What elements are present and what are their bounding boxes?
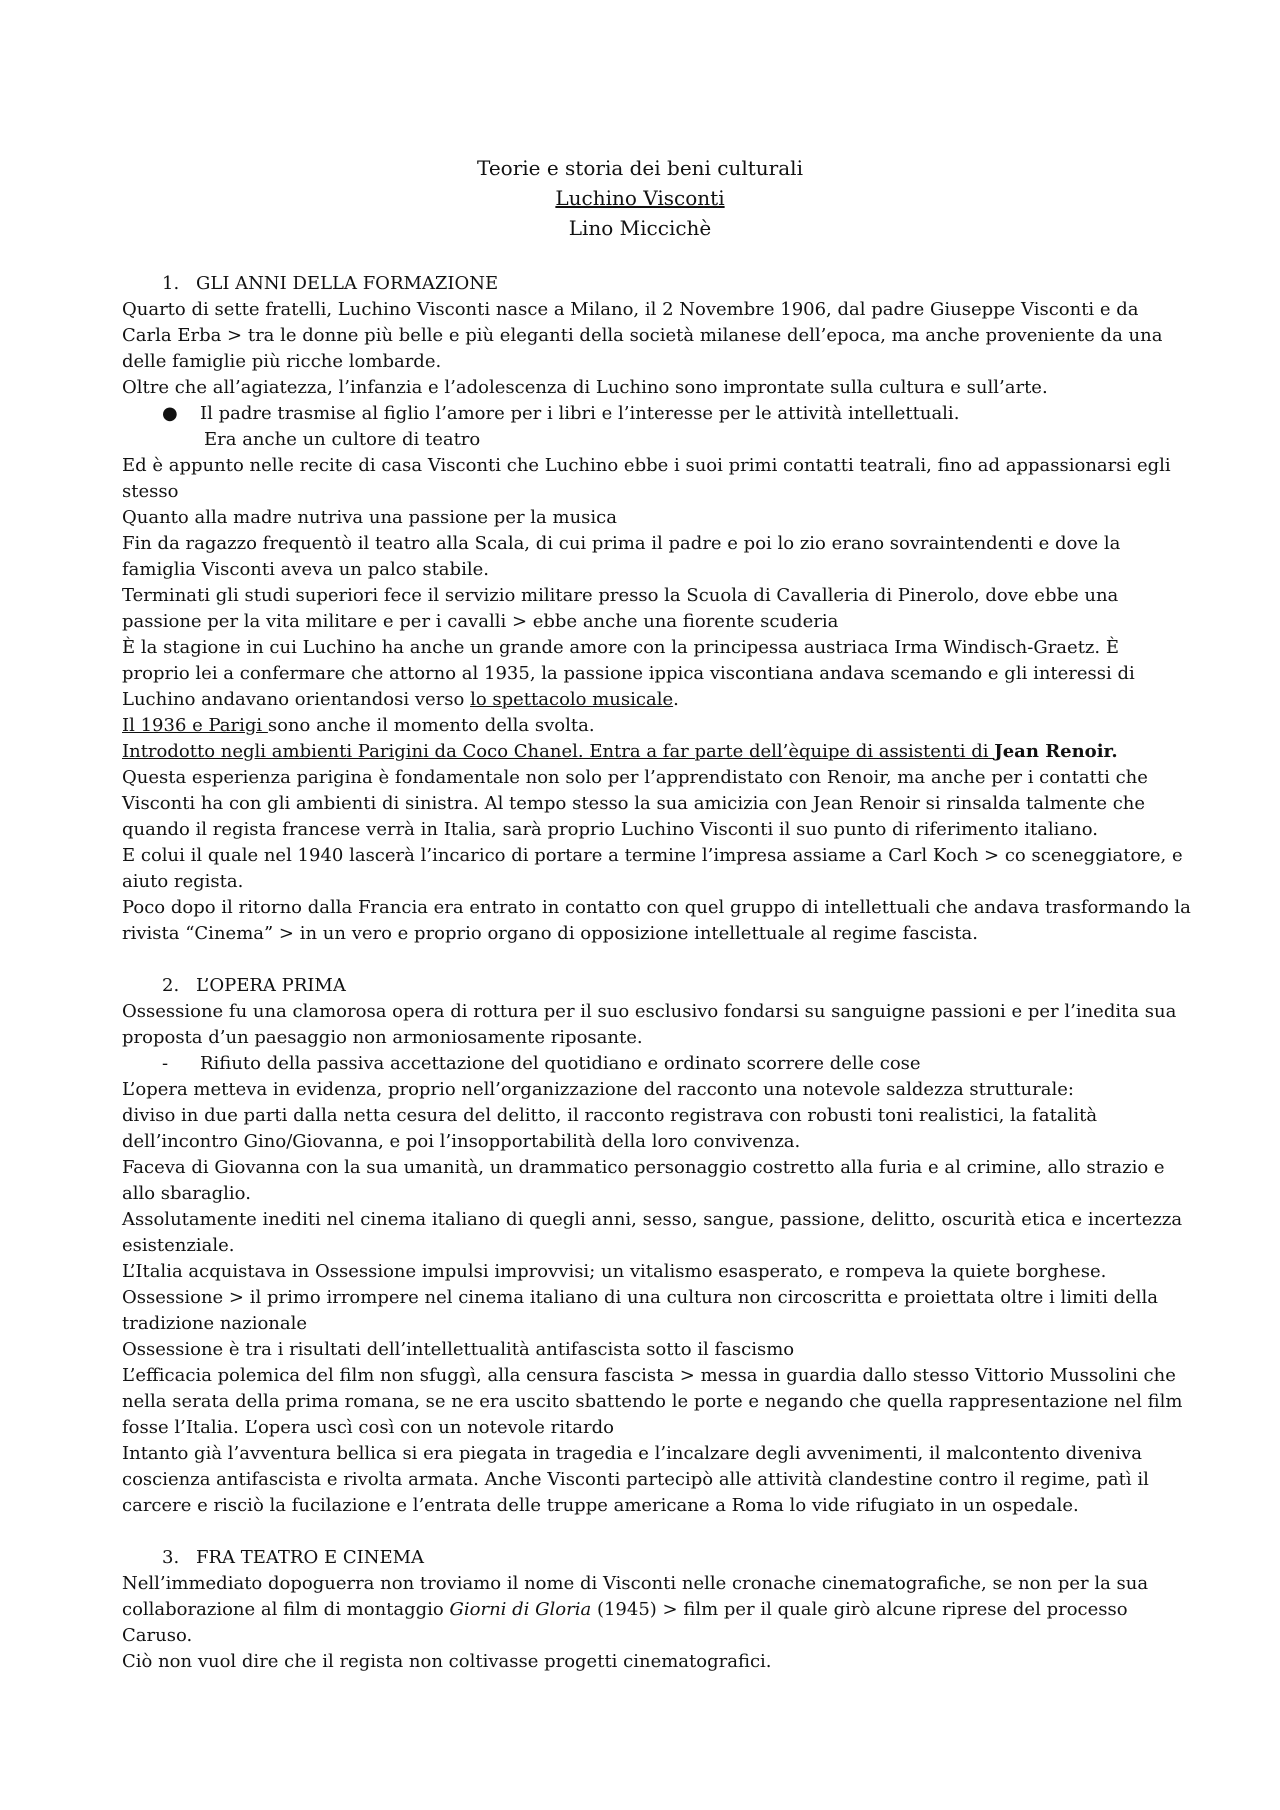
section-heading (122, 973, 1192, 999)
bullet-marker: ● (162, 403, 178, 424)
bullet-marker: - (162, 1053, 169, 1074)
paragraph: Faceva di Giovanna con la sua umanità, un drammatico personaggio costretto alla furia e al crimine, allo strazio e allo sbaraglio. (122, 1157, 1165, 1204)
paragraph: Questa esperienza parigina è fondamentale non solo per l’apprendistato con Renoir, ma anche per i contatti che Visconti ha con gli ambienti di sinistra. Al tempo stesso la sua amicizia con Jean Renoir si rinsalda talmente che quando il regista francese verrà in Italia, sarà proprio Luchino Visconti il suo punto di riferimento italiano. (122, 767, 1148, 840)
paragraph (122, 1571, 1192, 1649)
paragraph: Poco dopo il ritorno dalla Francia era entrato in contatto con quel gruppo di intellettuali che andava trasformando la rivista “Cinema” > in un vero e proprio organo di opposizione intellettuale al regime fascista. (122, 897, 1191, 944)
underlined-text: Il 1936 e Parigi (122, 715, 268, 736)
paragraph: L’efficacia polemica del film non sfuggì, alla censura fascista > messa in guardia dallo stesso Vittorio Mussolini che nella serata della prima romana, se ne era uscito sbattendo le porte e negando che quella rappresentazione nel film fosse l’Italia. L’opera uscì così con un notevole ritardo (122, 1365, 1183, 1438)
paragraph: Quanto alla madre nutriva una passione per la musica (122, 507, 617, 528)
bullet-text: Il padre trasmise al figlio l’amore per i libri e l’interesse per le attività intellettuali. (200, 403, 960, 424)
paragraph: Terminati gli studi superiori fece il servizio militare presso la Scuola di Cavalleria di Pinerolo, dove ebbe una passione per la vita militare e per i cavalli > ebbe anche una fiorente scuderia (122, 585, 1119, 632)
subject-title: Luchino Visconti (555, 186, 725, 210)
paragraph: Ossessione fu una clamorosa opera di rottura per il suo esclusivo fondarsi su sanguigne passioni e per l’inedita sua proposta d’un paesaggio non armoniosamente riposante. (122, 1001, 1177, 1048)
bold-text: Jean Renoir. (994, 741, 1118, 762)
paragraph-text: È la stagione in cui Luchino ha anche un grande amore con la principessa austriaca Irma Windisch-Graetz. È proprio lei a confermare che attorno al 1935, la passione ippica viscontiana andava scemando e gli interessi di Luchino andavano orientandosi verso (122, 637, 1135, 710)
paragraph: Ossessione > il primo irrompere nel cinema italiano di una cultura non circoscritta e proiettata oltre i limiti della tradizione nazionale (122, 1287, 1158, 1334)
bullet-continuation: Era anche un cultore di teatro (204, 429, 481, 450)
section-number: 3. (162, 1547, 180, 1568)
paragraph: diviso in due parti dalla netta cesura del delitto, il racconto registrava con robusti toni realistici, la fatalità dell’incontro Gino/Giovanna, e poi l’insopportabilità della loro convivenza. (122, 1105, 1098, 1152)
paragraph: Oltre che all’agiatezza, l’infanzia e l’adolescenza di Luchino sono improntate sulla cultura e sull’arte. (122, 377, 1048, 398)
course-title: Teorie e storia dei beni culturali (477, 156, 803, 180)
paragraph-text: sono anche il momento della svolta. (267, 715, 595, 736)
paragraph: Assolutamente inediti nel cinema italiano di quegli anni, sesso, sangue, passione, delitto, oscurità etica e incertezza esistenziale. (122, 1209, 1183, 1256)
paragraph-text: Nell’immediato dopoguerra non troviamo il nome di Visconti nelle cronache cinematografiche, se non per la sua collaborazione al film di montaggio (122, 1573, 1149, 1620)
author-name: Lino Miccichè (568, 216, 712, 240)
bullet-item (122, 1051, 1192, 1077)
paragraph (122, 713, 1192, 739)
paragraph-text: (1945) > film per il quale girò alcune riprese del processo Caruso. (122, 1599, 1128, 1646)
spacer (122, 947, 1192, 973)
section-title: FRA TEATRO E CINEMA (196, 1547, 425, 1568)
underlined-text: Introdotto negli ambienti Parigini da Coco Chanel. Entra a far parte dell’èquipe di assistenti di (122, 741, 995, 762)
section-title: GLI ANNI DELLA FORMAZIONE (196, 273, 499, 294)
paragraph: Ciò non vuol dire che il regista non coltivasse progetti cinematografici. (122, 1651, 772, 1672)
document-header (0, 153, 1280, 243)
paragraph: Fin da ragazzo frequentò il teatro alla Scala, di cui prima il padre e poi lo zio erano sovraintendenti e dove la famiglia Visconti aveva un palco stabile. (122, 533, 1121, 580)
paragraph-text: . (673, 689, 679, 710)
paragraph: L’opera metteva in evidenza, proprio nell’organizzazione del racconto una notevole saldezza strutturale: (122, 1079, 1074, 1100)
paragraph (122, 635, 1192, 713)
paragraph: E colui il quale nel 1940 lascerà l’incarico di portare a termine l’impresa assiame a Carl Koch > co sceneggiatore, e aiuto regista. (122, 845, 1183, 892)
paragraph: Quarto di sette fratelli, Luchino Visconti nasce a Milano, il 2 Novembre 1906, dal padre Giuseppe Visconti e da Carla Erba > tra le donne più belle e più eleganti della società milanese dell’epoca, ma anche proveniente da una delle famiglie più ricche lombarde. (122, 299, 1163, 372)
section-heading (122, 1545, 1192, 1571)
paragraph: Ed è appunto nelle recite di casa Visconti che Luchino ebbe i suoi primi contatti teatrali, fino ad appassionarsi egli stesso (122, 455, 1171, 502)
bullet-text: Rifiuto della passiva accettazione del quotidiano e ordinato scorrere delle cose (200, 1053, 921, 1074)
italic-film-title: Giorni di Gloria (449, 1599, 592, 1620)
section-number: 2. (162, 975, 180, 996)
section-heading (122, 271, 1192, 297)
paragraph (122, 739, 1192, 765)
section-number: 1. (162, 273, 180, 294)
paragraph: L’Italia acquistava in Ossessione impulsi improvvisi; un vitalismo esasperato, e rompeva la quiete borghese. (122, 1261, 1107, 1282)
section-title: L’OPERA PRIMA (196, 975, 346, 996)
document-body (122, 271, 1192, 1675)
paragraph: Ossessione è tra i risultati dell’intellettualità antifascista sotto il fascismo (122, 1339, 795, 1360)
bullet-item (122, 401, 1192, 427)
underlined-text: lo spettacolo musicale (470, 689, 674, 710)
spacer (122, 1519, 1192, 1545)
paragraph: Intanto già l’avventura bellica si era piegata in tragedia e l’incalzare degli avvenimenti, il malcontento diveniva coscienza antifascista e rivolta armata. Anche Visconti partecipò alle attività clandestine contro il regime, patì il carcere e risciò la fucilazione e l’entrata delle truppe americane a Roma lo vide rifugiato in un ospedale. (122, 1443, 1149, 1516)
